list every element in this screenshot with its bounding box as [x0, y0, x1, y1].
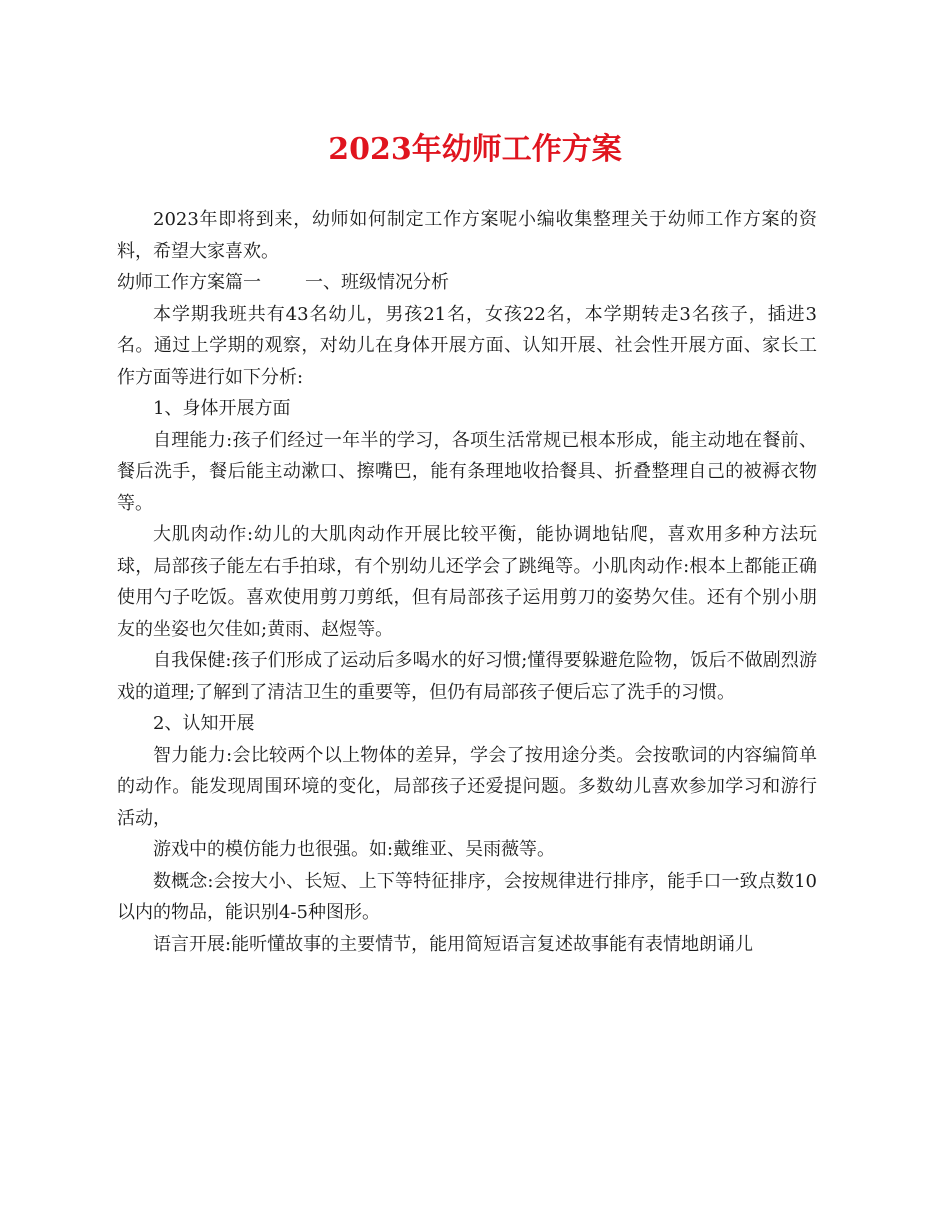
paragraph-heading-physical: 1、身体开展方面 [153, 398, 291, 419]
paragraph-imitation: 游戏中的模仿能力也很强。如:戴维亚、吴雨薇等。 [153, 839, 556, 860]
subsection-heading: 一、班级情况分析 [305, 272, 449, 293]
paragraph-heading-cognitive: 2、认知开展 [153, 713, 255, 734]
paragraph-self-care: 自理能力:孩子们经过一年半的学习，各项生活常规已根本形成，能主动地在餐前、餐后洗手，餐后能主动漱口、擦嘴巴，能有条理地收拾餐具、折叠整理自己的被褥衣物等。 [117, 429, 817, 514]
paragraph-number-concept: 数概念:会按大小、长短、上下等特征排序，会按规律进行排序，能手口一致点数10以内的物品，能识别4-5种图形。 [117, 870, 817, 923]
document-title: 2023年幼师工作方案 [328, 132, 622, 167]
paragraph-self-health: 自我保健:孩子们形成了运动后多喝水的好习惯;懂得要躲避危险物，饭后不做剧烈游戏的道理;了解到了清洁卫生的重要等，但仍有局部孩子便后忘了洗手的习惯。 [117, 650, 817, 703]
section-heading: 幼师工作方案篇一 [117, 272, 261, 293]
paragraph-intro: 2023年即将到来，幼师如何制定工作方案呢小编收集整理关于幼师工作方案的资料，希望大家喜欢。 [117, 209, 817, 262]
paragraph-language: 语言开展:能听懂故事的主要情节，能用简短语言复述故事能有表情地朗诵儿 [153, 933, 754, 955]
paragraph-class-overview: 本学期我班共有43名幼儿，男孩21名，女孩22名，本学期转走3名孩子，插进3名。通过上学期的观察，对幼儿在身体开展方面、认知开展、社会性开展方面、家长工作方面等进行如下分析: [117, 303, 817, 388]
paragraph-motor-skills: 大肌肉动作:幼儿的大肌肉动作开展比较平衡，能协调地钻爬，喜欢用多种方法玩球，局部孩子能左右手拍球，有个别幼儿还学会了跳绳等。小肌肉动作:根本上都能正确使用勺子吃饭。喜欢使用剪刀剪纸，但有局部孩子运用剪刀的姿势欠佳。还有个别小朋友的坐姿也欠佳如;黄雨、赵煜等。 [117, 524, 817, 640]
section-heading-line [117, 267, 817, 299]
paragraph-intelligence: 智力能力:会比较两个以上物体的差异，学会了按用途分类。会按歌词的内容编简单的动作。能发现周围环境的变化，局部孩子还爱提问题。多数幼儿喜欢参加学习和游行活动， [117, 744, 817, 829]
document-body [117, 204, 817, 960]
